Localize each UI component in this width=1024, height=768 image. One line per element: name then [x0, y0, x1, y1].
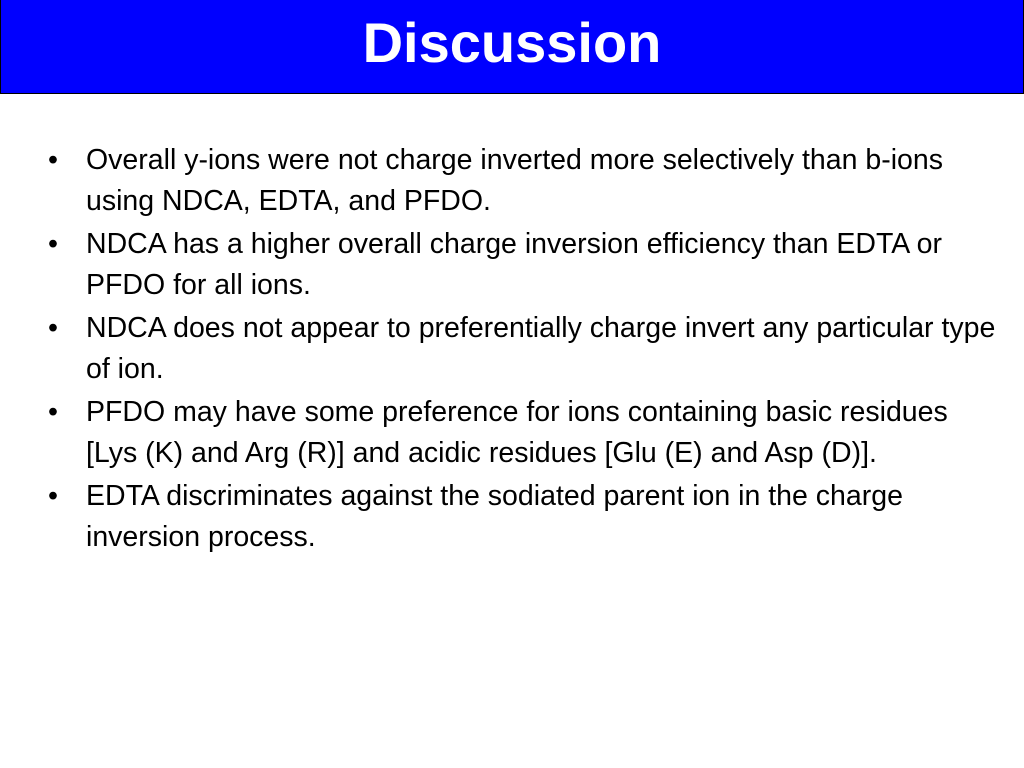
bullet-marker: •	[48, 396, 58, 428]
bullet-marker: •	[48, 312, 58, 344]
bullet-text-2: NDCA has a higher overall charge inversion efficiency than EDTA or PFDO for all ions.	[86, 228, 942, 301]
bullet-marker: •	[48, 228, 58, 260]
bullet-item-1	[48, 140, 998, 222]
bullet-item-4	[48, 392, 998, 474]
bullet-text-4: PFDO may have some preference for ions containing basic residues [Lys (K) and Arg (R)] and acidic residues [Glu (E) and Asp (D)].	[86, 396, 948, 469]
bullet-list	[48, 140, 998, 560]
bullet-item-5	[48, 476, 998, 558]
bullet-item-2	[48, 224, 998, 306]
bullet-text-1: Overall y-ions were not charge inverted more selectively than b-ions using NDCA, EDTA, and PFDO.	[86, 144, 943, 217]
bullet-marker: •	[48, 144, 58, 176]
bullet-text-5: EDTA discriminates against the sodiated parent ion in the charge inversion process.	[86, 480, 903, 553]
slide-title: Discussion	[362, 10, 662, 74]
bullet-text-3: NDCA does not appear to preferentially charge invert any particular type of ion.	[86, 312, 996, 385]
title-bar	[0, 0, 1024, 94]
bullet-item-3	[48, 308, 998, 390]
bullet-marker: •	[48, 480, 58, 512]
